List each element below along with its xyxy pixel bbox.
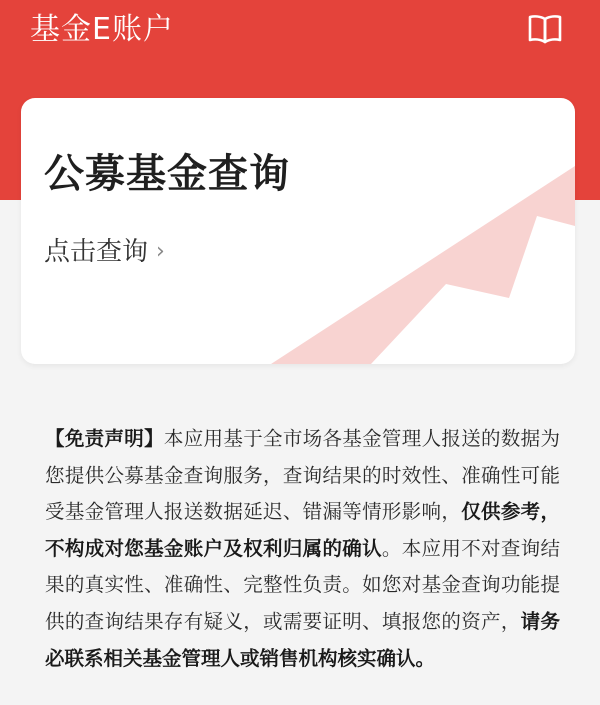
app-title: 基金E账户 (30, 12, 174, 47)
card-decoration (21, 98, 575, 364)
disclaimer-bold-1: 仅供参考，不构成对您基金账户及权利归属的确认 (45, 500, 560, 560)
disclaimer-text-1: 本应用基于全市场各基金管理人报送的数据为您提供公募基金查询服务，查询结果的时效性、准确性可能受基金管理人报送数据延迟、错漏等情形影响， (45, 427, 560, 524)
disclaimer-label: 【免责声明】 (45, 427, 164, 450)
query-link[interactable] (44, 235, 165, 269)
query-link-label: 点击查询 (44, 237, 149, 267)
fund-query-card[interactable] (21, 98, 575, 364)
book-icon[interactable] (527, 13, 563, 45)
disclaimer-text-2: 。本应用不对查询结果的真实性、准确性、完整性负责。如您对基金查询功能提供的查询结果存有疑义，或需要证明、填报您的资产， (45, 536, 560, 633)
chevron-right-icon: › (156, 239, 165, 264)
card-title: 公募基金查询 (44, 151, 290, 197)
disclaimer-bold-2: 请务必联系相关基金管理人或销售机构核实确认。 (45, 609, 560, 670)
disclaimer-text (45, 421, 560, 677)
